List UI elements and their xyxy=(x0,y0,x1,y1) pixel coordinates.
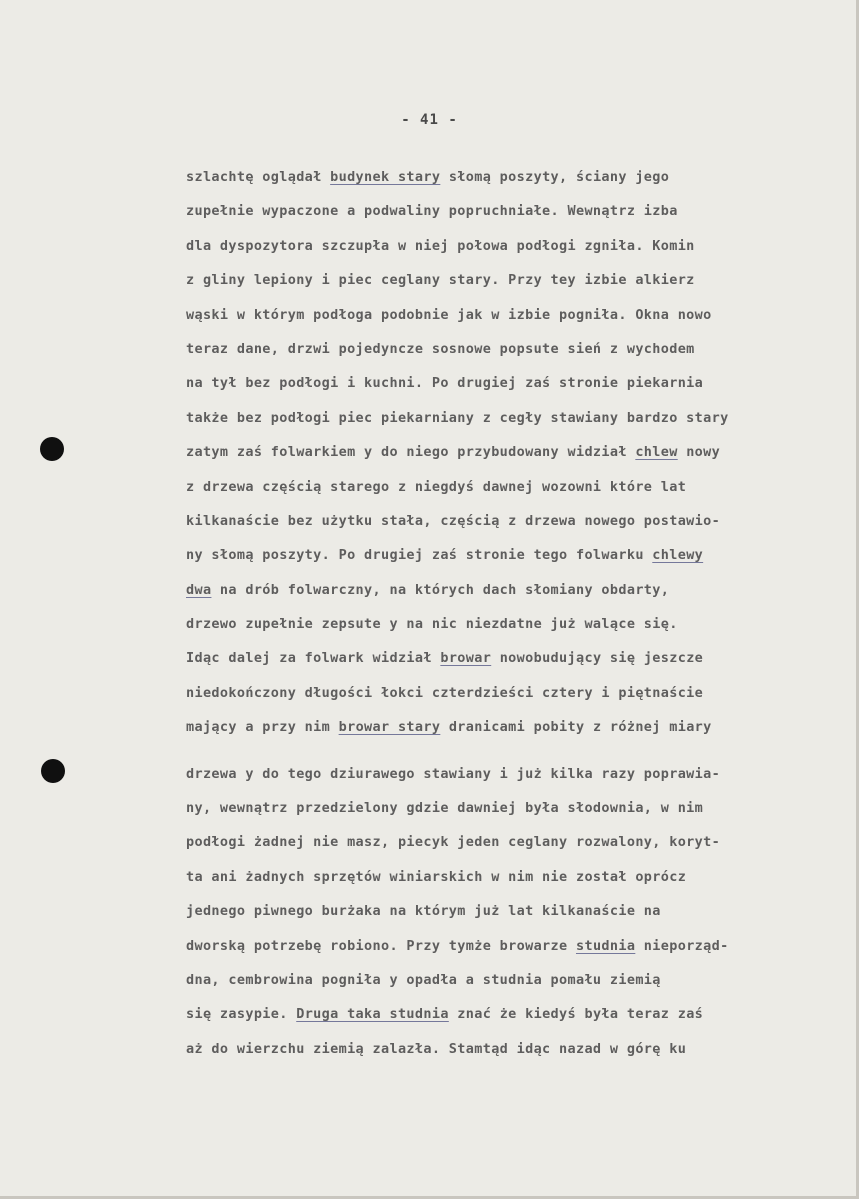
text-segment: aż do wierzchu ziemią zalazła. Stamtąd idąc nazad w górę ku xyxy=(186,1040,687,1057)
text-line xyxy=(186,332,836,366)
text-segment: dna, cembrowina pogniła y opadła a studnia pomału ziemią xyxy=(186,971,661,988)
text-line xyxy=(186,791,836,825)
text-line xyxy=(186,1032,836,1066)
text-line xyxy=(186,538,836,572)
punch-hole-bottom xyxy=(41,759,65,783)
underlined-term: dwa xyxy=(186,581,212,598)
text-segment: niedokończony długości łokci czterdzieści cztery i piętnaście xyxy=(186,684,704,701)
text-line xyxy=(186,860,836,894)
text-segment: ta ani żadnych sprzętów winiarskich w nim nie został oprócz xyxy=(186,868,687,885)
text-line xyxy=(186,160,836,194)
text-line xyxy=(186,229,836,263)
text-line xyxy=(186,504,836,538)
text-line xyxy=(186,963,836,997)
text-segment: ny, wewnątrz przedzielony gdzie dawniej była słodownia, w nim xyxy=(186,800,704,817)
text-segment: nowy xyxy=(677,444,721,461)
text-segment: dranicami pobity z różnej miary xyxy=(440,719,712,736)
underlined-term: budynek stary xyxy=(330,169,441,185)
text-line xyxy=(186,757,836,791)
text-line xyxy=(186,710,836,744)
text-line xyxy=(186,997,836,1031)
text-line xyxy=(186,366,836,400)
text-line xyxy=(186,573,836,607)
text-segment: zatym zaś folwarkiem y do niego przybudowany widział xyxy=(186,444,636,461)
text-segment: zupełnie wypaczone a podwaliny popruchniałe. Wewnątrz izba xyxy=(186,203,678,220)
text-line xyxy=(186,194,836,228)
text-segment: się zasypie. xyxy=(186,1006,297,1023)
text-segment: na drób folwarczny, na których dach słomiany obdarty, xyxy=(211,581,670,598)
text-segment: nieporząd- xyxy=(635,937,729,954)
text-segment: ny słomą poszyty. Po drugiej zaś stronie tego folwarku xyxy=(186,547,653,564)
underlined-term: Druga taka studnia xyxy=(296,1006,449,1023)
underlined-term: browar xyxy=(440,650,492,667)
text-segment: nowobudujący się jeszcze xyxy=(491,650,704,667)
text-segment: podłogi żadnej nie masz, piecyk jeden ceglany rozwalony, koryt- xyxy=(186,834,721,851)
punch-hole-top xyxy=(40,437,64,461)
text-segment: drzewo zupełnie zepsute y na nic niezdatne już walące się. xyxy=(186,616,678,633)
text-segment: Idąc dalej za folwark widział xyxy=(186,650,441,667)
text-line xyxy=(186,825,836,859)
text-line xyxy=(186,607,836,641)
text-line xyxy=(186,676,836,710)
text-segment: szlachtę oglądał xyxy=(186,169,331,185)
text-segment: dla dyspozytora szczupła w niej połowa podłogi zgniła. Komin xyxy=(186,237,695,254)
underlined-term: chlewy xyxy=(652,547,704,564)
text-segment: na tył bez podłogi i kuchni. Po drugiej zaś stronie piekarnia xyxy=(186,375,704,392)
text-segment: drzewa y do tego dziurawego stawiany i już kilka razy poprawia- xyxy=(186,765,721,782)
text-line xyxy=(186,641,836,675)
text-line xyxy=(186,435,836,469)
text-segment: dworską potrzebę robiono. Przy tymże browarze xyxy=(186,937,576,954)
underlined-term: studnia xyxy=(575,937,636,954)
text-segment: także bez podłogi piec piekarniany z cegły stawiany bardzo stary xyxy=(186,409,729,426)
text-line xyxy=(186,894,836,928)
text-segment: wąski w którym podłoga podobnie jak w izbie pogniła. Okna nowo xyxy=(186,306,712,323)
text-segment: jednego piwnego burżaka na którym już lat kilkanaście na xyxy=(186,903,661,920)
text-segment: z gliny lepiony i piec ceglany stary. Przy tey izbie alkierz xyxy=(186,272,695,289)
text-line xyxy=(186,298,836,332)
text-segment: mający a przy nim xyxy=(186,719,339,736)
text-line xyxy=(186,263,836,297)
underlined-term: browar stary xyxy=(338,719,441,736)
text-segment: teraz dane, drzwi pojedyncze sosnowe popsute sień z wychodem xyxy=(186,340,695,357)
typewritten-text xyxy=(186,160,836,1066)
text-line xyxy=(186,929,836,963)
text-segment: słomą poszyty, ściany jego xyxy=(440,169,670,185)
text-line xyxy=(186,470,836,504)
text-segment: z drzewa częścią starego z niegdyś dawnej wozowni które lat xyxy=(186,478,687,495)
text-segment: znać że kiedyś była teraz zaś xyxy=(448,1006,704,1023)
page-number: - 41 - xyxy=(401,112,458,128)
underlined-term: chlew xyxy=(635,444,678,461)
text-line xyxy=(186,401,836,435)
text-segment: kilkanaście bez użytku stała, częścią z drzewa nowego postawio- xyxy=(186,512,721,529)
